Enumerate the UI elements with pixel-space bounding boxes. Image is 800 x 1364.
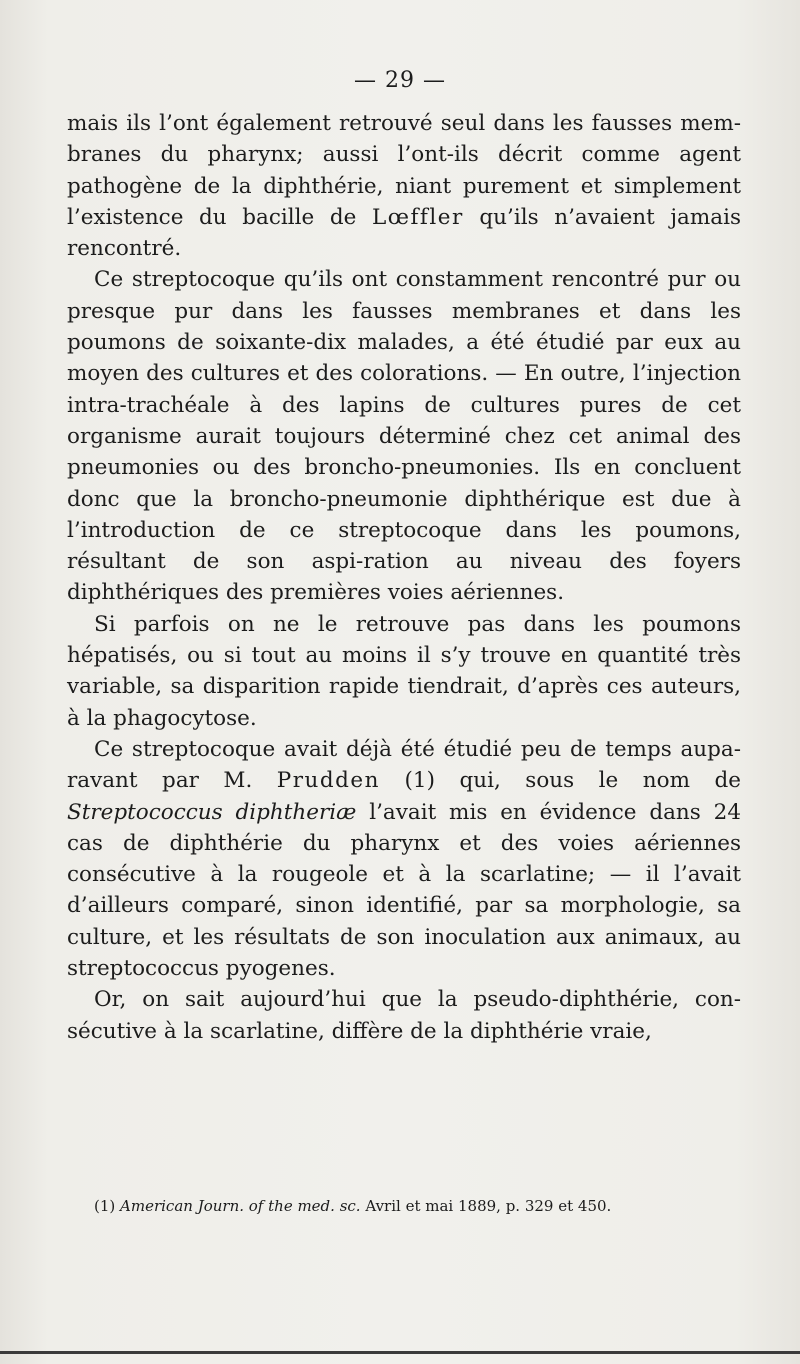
paragraph-1-end: qu’ils n’avaient jamais rencontré. (67, 204, 741, 262)
author-name-prudden: Prudden (276, 768, 380, 794)
paragraph-4-mid: (1) qui, sous le nom de (404, 768, 741, 794)
paragraph-1 (67, 108, 741, 264)
paragraph-4-start: Ce streptocoque avait déjà été étudié peu de temps aupa-ravant par M. (67, 736, 741, 794)
page-bottom-edge (0, 1351, 800, 1354)
paragraph-4 (67, 734, 741, 984)
species-name: Streptococcus diphtheriæ (67, 799, 357, 825)
paragraph-3: Si parfois on ne le retrouve pas dans les poumons hépatisés, ou si tout au moins il s’y trouve en quantité très variable, sa disparition rapide tiendrait, d’après ces auteurs, à la phagocytose. (67, 611, 741, 731)
body-text (67, 108, 741, 1047)
paragraph-4-end: l’avait mis en évidence dans 24 cas de diphthérie du pharynx et des voies aériennes consécutive à la rougeole et à la scarlatine; — il l’avait d’ailleurs comparé, sinon identifié, par sa morphologie, sa culture, et les résultats de son inoculation aux animaux, au streptococcus pyogenes. (67, 799, 741, 982)
footnote-marker: (1) (94, 1197, 116, 1215)
page-number: — 29 — (354, 68, 446, 93)
footnote (94, 1196, 754, 1216)
footnote-journal: American Journ. of the med. sc. (120, 1197, 361, 1215)
paragraph-1-text: mais ils l’ont également retrouvé seul dans les fausses mem-branes du pharynx; aussi l’ont-ils décrit comme agent pathogène de la diphthérie, niant purement et simplement l’existence du bacille de (67, 111, 741, 230)
footnote-details: Avril et mai 1889, p. 329 et 450. (365, 1197, 612, 1215)
paragraph-2: Ce streptocoque qu’ils ont constamment rencontré pur ou presque pur dans les fausses membranes et dans les poumons de soixante-dix malades, a été étudié par eux au moyen des cultures et des colorations. — En outre, l’injection intra-trachéale à des lapins de cultures pures de cet organisme aurait toujours déterminé chez cet animal des pneumonies ou des broncho-pneumonies. Ils en concluent donc que la broncho-pneumonie diphthérique est due à l’introduction de ce streptocoque dans les poumons, résultant de son aspi-ration au niveau des foyers diphthériques des premières voies aériennes. (67, 267, 741, 606)
author-name-loeffler: Lœffler (371, 204, 464, 230)
paragraph-5: Or, on sait aujourd’hui que la pseudo-diphthérie, con-sécutive à la scarlatine, diffère de la diphthérie vraie, (67, 987, 741, 1044)
